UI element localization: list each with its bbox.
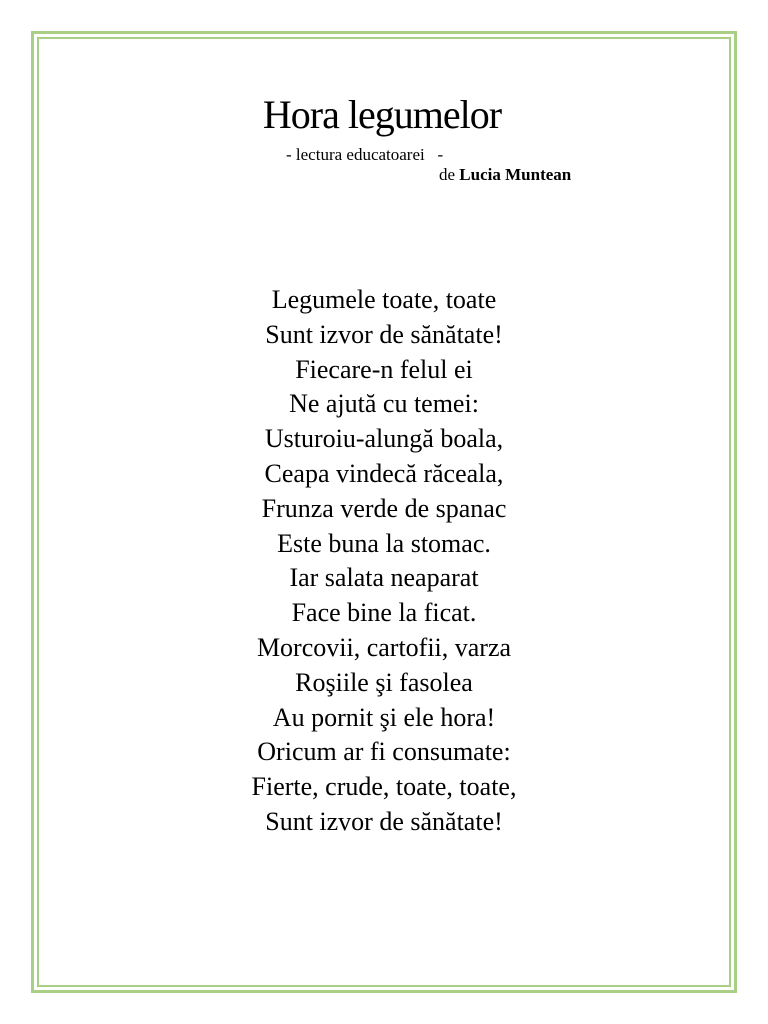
author-name: Lucia Muntean	[459, 165, 572, 184]
poem-line: Fierte, crude, toate, toate,	[251, 772, 517, 802]
poem-line: Au pornit şi ele hora!	[272, 702, 496, 732]
poem-line: Oricum ar fi consumate:	[257, 737, 511, 767]
poem-line: Ceapa vindecă răceala,	[264, 458, 504, 488]
poem-line: Iar salata neaparat	[289, 563, 479, 593]
poem-title: Hora legumelor	[262, 92, 502, 137]
poem-subtitle: - lectura educatoarei -	[286, 145, 444, 164]
poem-line: Sunt izvor de sănătate!	[265, 806, 503, 836]
poem-body	[0, 283, 768, 840]
poem-line: Este buna la stomac.	[277, 528, 491, 558]
poem-byline	[439, 165, 571, 185]
poem-line: Legumele toate, toate	[271, 285, 497, 314]
poem-line: Morcovii, cartofii, varza	[256, 632, 512, 662]
poem-line: Sunt izvor de sănătate!	[265, 319, 503, 349]
poem-line: Roşiile şi fasolea	[295, 667, 473, 697]
poem-line: Usturoiu-alungă boala,	[264, 424, 504, 454]
poem-line: Fiecare-n felul ei	[295, 354, 473, 384]
byline-prefix: de	[439, 165, 456, 184]
poem-line: Ne ajută cu temei:	[289, 389, 479, 419]
poem-line: Face bine la ficat.	[291, 598, 477, 628]
poem-line: Frunza verde de spanac	[261, 493, 507, 523]
